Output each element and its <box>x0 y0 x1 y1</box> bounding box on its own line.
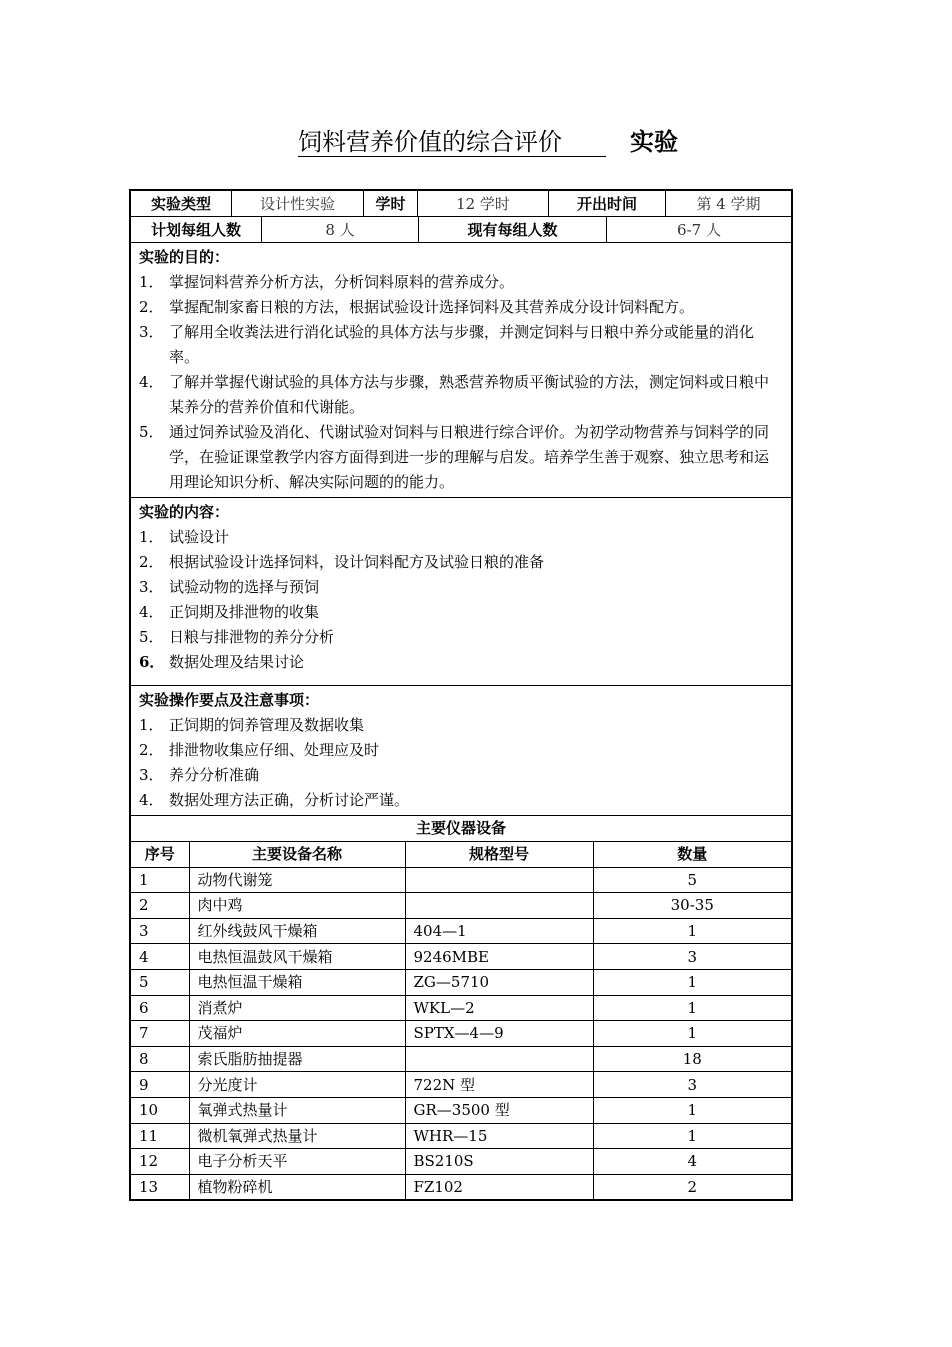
list-item: 2． 掌握配制家畜日粮的方法，根据试验设计选择饲料及其营养成分设计饲料配方。 <box>139 298 695 316</box>
table-row <box>131 918 791 944</box>
table-row <box>131 969 791 995</box>
equipment-name: 索氏脂肪抽提器 <box>189 1046 405 1072</box>
equipment-quantity: 2 <box>593 1174 791 1199</box>
equipment-name: 电热恒温鼓风干燥箱 <box>189 944 405 970</box>
equipment-model: 404—1 <box>405 918 593 944</box>
page-title <box>0 122 952 162</box>
list-item: 3． 养分分析准确 <box>139 766 260 784</box>
equipment-name: 氧弹式热量计 <box>189 1097 405 1123</box>
row-index: 3 <box>131 918 189 944</box>
table-row <box>131 995 791 1021</box>
equipment-model: BS210S <box>405 1149 593 1175</box>
equipment-name: 肉中鸡 <box>189 893 405 919</box>
actual-label: 现有每组人数 <box>419 217 607 242</box>
header-index: 序号 <box>131 842 189 867</box>
header-model: 规格型号 <box>405 842 593 867</box>
list-item: 5． 日粮与排泄物的养分分析 <box>139 628 335 646</box>
row-index: 4 <box>131 944 189 970</box>
row-index: 6 <box>131 995 189 1021</box>
list-item: 3． 了解用全收粪法进行消化试验的具体方法与步骤，并测定饲料与日粮中养分或能量的消化率。 <box>139 323 755 366</box>
row-index: 8 <box>131 1046 189 1072</box>
equipment-quantity: 1 <box>593 995 791 1021</box>
plan-label: 计划每组人数 <box>131 217 262 242</box>
row-index: 11 <box>131 1123 189 1149</box>
table-row <box>131 1123 791 1149</box>
equipment-model: SPTX—4—9 <box>405 1021 593 1047</box>
equipment-model: ZG—5710 <box>405 969 593 995</box>
list-item: 4． 数据处理方法正确，分析讨论严谨。 <box>139 791 410 809</box>
row-index: 1 <box>131 867 189 893</box>
equipment-model: FZ102 <box>405 1174 593 1199</box>
plan-value: 8 人 <box>262 217 419 242</box>
equipment-quantity: 1 <box>593 918 791 944</box>
notes-title: 实验操作要点及注意事项： <box>139 691 320 709</box>
header-quantity: 数量 <box>593 842 791 867</box>
equipment-name: 电子分析天平 <box>189 1149 405 1175</box>
list-item: 1． 掌握饲料营养分析方法，分析饲料原料的营养成分。 <box>139 273 515 291</box>
table-row <box>131 1097 791 1123</box>
table-row <box>131 1072 791 1098</box>
equipment-name: 红外线鼓风干燥箱 <box>189 918 405 944</box>
equipment-name: 分光度计 <box>189 1072 405 1098</box>
equipment-title: 主要仪器设备 <box>131 816 791 842</box>
purpose-section <box>131 243 791 498</box>
equipment-model <box>405 867 593 893</box>
list-item: 2． 排泄物收集应仔细、处理应及时 <box>139 741 380 759</box>
table-header-row <box>131 842 791 867</box>
content-section <box>131 498 791 686</box>
equipment-quantity: 30-35 <box>593 893 791 919</box>
row-index: 7 <box>131 1021 189 1047</box>
notes-section <box>131 686 791 816</box>
equipment-quantity: 1 <box>593 1123 791 1149</box>
list-item: 4． 正饲期及排泄物的收集 <box>139 603 320 621</box>
equipment-model: WKL—2 <box>405 995 593 1021</box>
list-item: 1． 试验设计 <box>139 528 230 546</box>
row-index: 9 <box>131 1072 189 1098</box>
equipment-name: 茂福炉 <box>189 1021 405 1047</box>
list-item: 5． 通过饲养试验及消化、代谢试验对饲料与日粮进行综合评价。为初学动物营养与饲料学的同学，在验证课堂教学内容方面得到进一步的理解与启发。培养学生善于观察、独立思考和运用理论知识分析、解决实际问题的的能力。 <box>139 423 770 491</box>
experiment-sheet <box>129 189 793 1201</box>
list-item: 4． 了解并掌握代谢试验的具体方法与步骤，熟悉营养物质平衡试验的方法，测定饲料或日粮中某养分的营养价值和代谢能。 <box>139 373 770 416</box>
equipment-model <box>405 893 593 919</box>
equipment-name: 消煮炉 <box>189 995 405 1021</box>
equipment-quantity: 3 <box>593 944 791 970</box>
table-row <box>131 1021 791 1047</box>
equipment-quantity: 1 <box>593 969 791 995</box>
table-row <box>131 1046 791 1072</box>
header-name: 主要设备名称 <box>189 842 405 867</box>
term-value: 第 4 学期 <box>696 195 761 213</box>
list-item: 6． 数据处理及结果讨论 <box>139 653 305 671</box>
equipment-model: GR—3500 型 <box>405 1097 593 1123</box>
hours-value: 12 学时 <box>418 191 549 216</box>
row-index: 13 <box>131 1174 189 1199</box>
info-row-2 <box>131 217 791 243</box>
title-suffix: 实验 <box>630 127 678 156</box>
table-row <box>131 944 791 970</box>
row-index: 12 <box>131 1149 189 1175</box>
equipment-name: 植物粉碎机 <box>189 1174 405 1199</box>
info-row-1 <box>131 191 791 217</box>
equipment-quantity: 18 <box>593 1046 791 1072</box>
table-row <box>131 1174 791 1199</box>
type-value: 设计性实验 <box>232 191 364 216</box>
equipment-quantity: 3 <box>593 1072 791 1098</box>
list-item: 2． 根据试验设计选择饲料，设计饲料配方及试验日粮的准备 <box>139 553 545 571</box>
hours-label: 学时 <box>364 191 418 216</box>
equipment-name: 电热恒温干燥箱 <box>189 969 405 995</box>
equipment-model: 9246MBE <box>405 944 593 970</box>
equipment-model: 722N 型 <box>405 1072 593 1098</box>
row-index: 10 <box>131 1097 189 1123</box>
equipment-name: 微机氧弹式热量计 <box>189 1123 405 1149</box>
equipment-table <box>131 842 791 1199</box>
equipment-quantity: 1 <box>593 1097 791 1123</box>
equipment-quantity: 1 <box>593 1021 791 1047</box>
table-row <box>131 867 791 893</box>
content-title: 实验的内容： <box>139 503 230 521</box>
title-main: 饲料营养价值的综合评价 <box>298 122 606 157</box>
row-index: 5 <box>131 969 189 995</box>
equipment-model <box>405 1046 593 1072</box>
type-label: 实验类型 <box>131 191 232 216</box>
equipment-quantity: 5 <box>593 867 791 893</box>
list-item: 1． 正饲期的饲养管理及数据收集 <box>139 716 365 734</box>
row-index: 2 <box>131 893 189 919</box>
term-label: 开出时间 <box>549 191 666 216</box>
equipment-quantity: 4 <box>593 1149 791 1175</box>
table-row <box>131 893 791 919</box>
purpose-title: 实验的目的： <box>139 248 230 266</box>
table-row <box>131 1149 791 1175</box>
list-item: 3． 试验动物的选择与预饲 <box>139 578 320 596</box>
actual-value: 6-7 人 <box>677 221 721 239</box>
equipment-name: 动物代谢笼 <box>189 867 405 893</box>
equipment-model: WHR—15 <box>405 1123 593 1149</box>
